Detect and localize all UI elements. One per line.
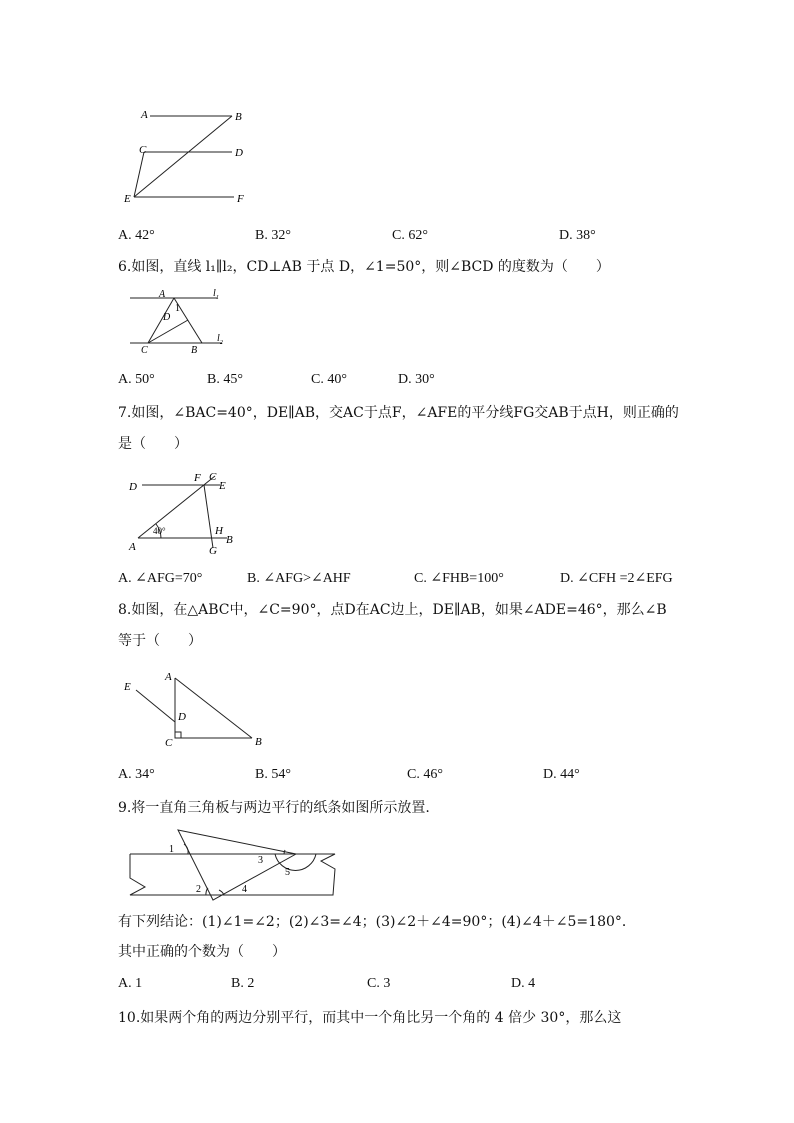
q6-figure	[125, 287, 235, 357]
q5-label-f: F	[237, 193, 244, 205]
q5-label-d: D	[235, 147, 243, 159]
q7-label-g: G	[209, 545, 217, 557]
q5-option-a[interactable]: A. 42°	[118, 228, 155, 243]
q5-label-c: C	[139, 144, 147, 156]
q9-option-d[interactable]: D. 4	[511, 976, 536, 991]
q8-label-d: D	[178, 711, 186, 723]
q9-label-angle5: 5	[285, 867, 290, 878]
q7-label-e: E	[219, 480, 226, 492]
q6-label-d: D	[163, 312, 171, 323]
q7-label-angle: 40°	[153, 526, 166, 536]
q8-label-c: C	[165, 737, 173, 749]
q5-label-a: A	[141, 109, 148, 121]
q5-option-c[interactable]: C. 62°	[392, 228, 428, 243]
q9-label-angle2: 2	[196, 884, 201, 895]
q6-label-l2-sub: 2	[220, 340, 223, 346]
q7-label-f: F	[194, 472, 201, 484]
q7-stem-line1: 7.如图，∠BAC=40°，DE∥AB，交AC于点F，∠AFE的平分线FG交AB于点H，则正确的	[118, 405, 679, 421]
q9-stem: 9.将一直角三角板与两边平行的纸条如图所示放置.	[118, 800, 430, 816]
q9-figure	[128, 828, 343, 903]
q8-stem-line2: 等于（ ）	[118, 633, 202, 649]
q8-label-a: A	[165, 671, 172, 683]
q8-option-d[interactable]: D. 44°	[543, 767, 580, 782]
q8-label-b: B	[255, 736, 262, 748]
q6-label-a: A	[159, 289, 166, 300]
q8-option-c[interactable]: C. 46°	[407, 767, 443, 782]
q9-label-angle4: 4	[242, 884, 247, 895]
q9-conclusions: 有下列结论：(1)∠1=∠2；(2)∠3=∠4；(3)∠2＋∠4=90°；(4)∠4＋∠5=180°．	[118, 914, 636, 930]
q7-option-d[interactable]: D. ∠CFH =2∠EFG	[560, 571, 673, 586]
q6-label-l2: l	[217, 333, 220, 344]
q6-option-d[interactable]: D. 30°	[398, 372, 435, 387]
q7-stem-line2: 是（ ）	[118, 436, 188, 452]
q7-option-c[interactable]: C. ∠FHB=100°	[414, 571, 504, 586]
q7-label-a: A	[129, 541, 136, 553]
q6-label-l1: l	[213, 288, 216, 299]
q6-label-l1-sub: 1	[216, 295, 219, 301]
q6-label-b: B	[191, 345, 198, 356]
q8-option-b[interactable]: B. 54°	[255, 767, 291, 782]
q8-option-a[interactable]: A. 34°	[118, 767, 155, 782]
q7-figure	[125, 470, 245, 560]
q7-option-b[interactable]: B. ∠AFG>∠AHF	[247, 571, 351, 586]
q8-figure	[118, 665, 273, 750]
q8-label-e: E	[124, 681, 131, 693]
q7-label-d: D	[129, 481, 137, 493]
q6-stem: 6.如图，直线 l₁∥l₂，CD⊥AB 于点 D，∠1=50°，则∠BCD 的度数为（ ）	[118, 259, 610, 275]
q6-option-c[interactable]: C. 40°	[311, 372, 347, 387]
q5-figure	[120, 105, 260, 210]
q6-label-c: C	[141, 345, 148, 356]
q9-label-angle3: 3	[258, 855, 263, 866]
q9-option-c[interactable]: C. 3	[367, 976, 391, 991]
q7-label-b: B	[226, 534, 233, 546]
q6-label-angle1: 1	[175, 303, 180, 314]
q7-label-h: H	[215, 525, 223, 537]
q5-option-b[interactable]: B. 32°	[255, 228, 291, 243]
q5-label-e: E	[124, 193, 131, 205]
q10-stem: 10.如果两个角的两边分别平行，而其中一个角比另一个角的 4 倍少 30°，那么这	[118, 1010, 622, 1026]
q5-option-d[interactable]: D. 38°	[559, 228, 596, 243]
q9-option-b[interactable]: B. 2	[231, 976, 255, 991]
q7-option-a[interactable]: A. ∠AFG=70°	[118, 571, 203, 586]
q7-label-c: C	[209, 471, 217, 483]
q9-option-a[interactable]: A. 1	[118, 976, 143, 991]
q8-stem-line1: 8.如图，在△ABC中，∠C=90°，点D在AC边上，DE∥AB，如果∠ADE=46°，那么∠B	[118, 602, 667, 618]
q9-label-angle1: 1	[169, 844, 174, 855]
q6-option-a[interactable]: A. 50°	[118, 372, 155, 387]
q9-question: 其中正确的个数为（ ）	[118, 944, 286, 960]
q5-label-b: B	[235, 111, 242, 123]
q6-option-b[interactable]: B. 45°	[207, 372, 243, 387]
